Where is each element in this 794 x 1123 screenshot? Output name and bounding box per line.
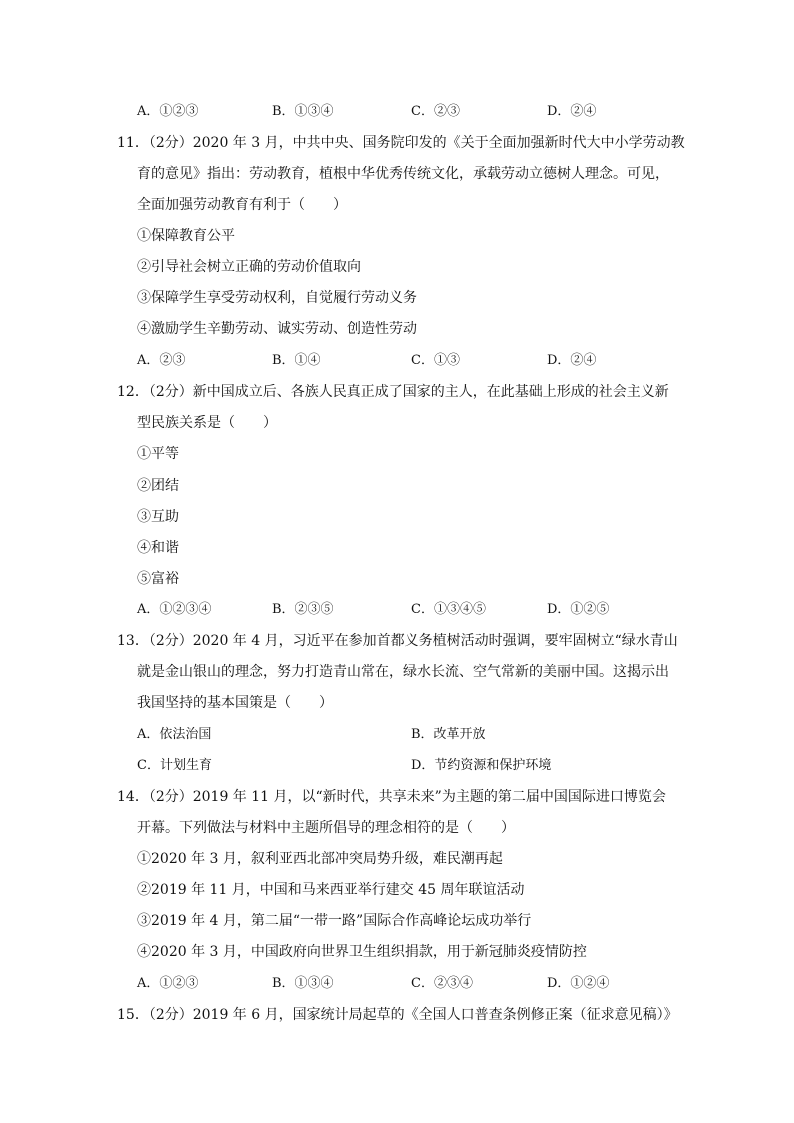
- statement: ①平等: [137, 446, 179, 462]
- question-stem: 11．（2分）2020 年 3 月，中共中央、国务院印发的《关于全面加强新时代大中小学劳动教: [117, 135, 685, 151]
- question-stem: 育的意见》指出：劳动教育，植根中华优秀传统文化，承载劳动立德树人理念。可见，: [137, 166, 669, 182]
- option-d: D．①②⑤: [547, 602, 610, 617]
- statement: ③互助: [137, 509, 179, 525]
- option-b: B．改革开放: [411, 727, 486, 742]
- option-d: D．②④: [547, 104, 597, 119]
- question-stem: 14．（2分）2019 年 11 月，以“新时代，共享未来”为主题的第二届中国国际进口博览会: [117, 789, 666, 805]
- option-a: A．②③: [137, 353, 186, 368]
- option-d: D．①②④: [547, 976, 610, 991]
- statement: ③2019 年 4 月，第二届“一带一路”国际合作高峰论坛成功举行: [137, 913, 532, 929]
- statement: ③保障学生享受劳动权利，自觉履行劳动义务: [137, 290, 417, 306]
- statement: ④和谐: [137, 540, 179, 556]
- option-c: C．②③: [411, 104, 460, 119]
- option-c: C．①③④⑤: [411, 602, 486, 617]
- question-stem: 型民族关系是（ ）: [137, 415, 277, 431]
- option-c: C．①③: [411, 353, 460, 368]
- statement: ①2020 年 3 月，叙利亚西北部冲突局势升级，难民潮再起: [137, 851, 503, 867]
- statement: ②团结: [137, 478, 179, 494]
- option-d: D．②④: [547, 353, 597, 368]
- option-a: A．①②③: [137, 976, 199, 991]
- statement: ②2019 年 11 月，中国和马来西亚举行建交 45 周年联谊活动: [137, 882, 525, 898]
- option-b: B．①③④: [272, 104, 334, 119]
- statement: ④激励学生辛勤劳动、诚实劳动、创造性劳动: [137, 321, 417, 337]
- option-c: C．②③④: [411, 976, 473, 991]
- option-b: B．①③④: [272, 976, 334, 991]
- option-a: A．①②③: [137, 104, 199, 119]
- option-c: C．计划生育: [137, 758, 212, 773]
- statement: ④2020 年 3 月，中国政府向世界卫生组织捐款，用于新冠肺炎疫情防控: [137, 944, 587, 960]
- option-b: B．①④: [272, 353, 321, 368]
- question-stem: 全面加强劳动教育有利于（ ）: [137, 197, 347, 213]
- option-a: A．①②③④: [137, 602, 212, 617]
- question-stem: 15．（2分）2019 年 6 月，国家统计局起草的《全国人口普查条例修正案（征求意见稿）》: [117, 1007, 678, 1023]
- option-d: D．节约资源和保护环境: [411, 758, 552, 773]
- question-stem: 13．（2分）2020 年 4 月，习近平在参加首都义务植树活动时强调，要牢固树立“绿水青山: [117, 633, 678, 649]
- statement: ②引导社会树立正确的劳动价值取向: [137, 259, 361, 275]
- question-stem: 12．（2分）新中国成立后、各族人民真正成了国家的主人，在此基础上形成的社会主义新: [117, 384, 669, 400]
- question-stem: 开幕。下列做法与材料中主题所倡导的理念相符的是（ ）: [137, 820, 515, 836]
- statement: ①保障教育公平: [137, 228, 235, 244]
- option-a: A．依法治国: [137, 727, 212, 742]
- question-stem: 就是金山银山的理念，努力打造青山常在，绿水长流、空气常新的美丽中国。这揭示出: [137, 664, 669, 680]
- question-stem: 我国坚持的基本国策是（ ）: [137, 695, 333, 711]
- option-b: B．②③⑤: [272, 602, 334, 617]
- statement: ⑤富裕: [137, 571, 179, 587]
